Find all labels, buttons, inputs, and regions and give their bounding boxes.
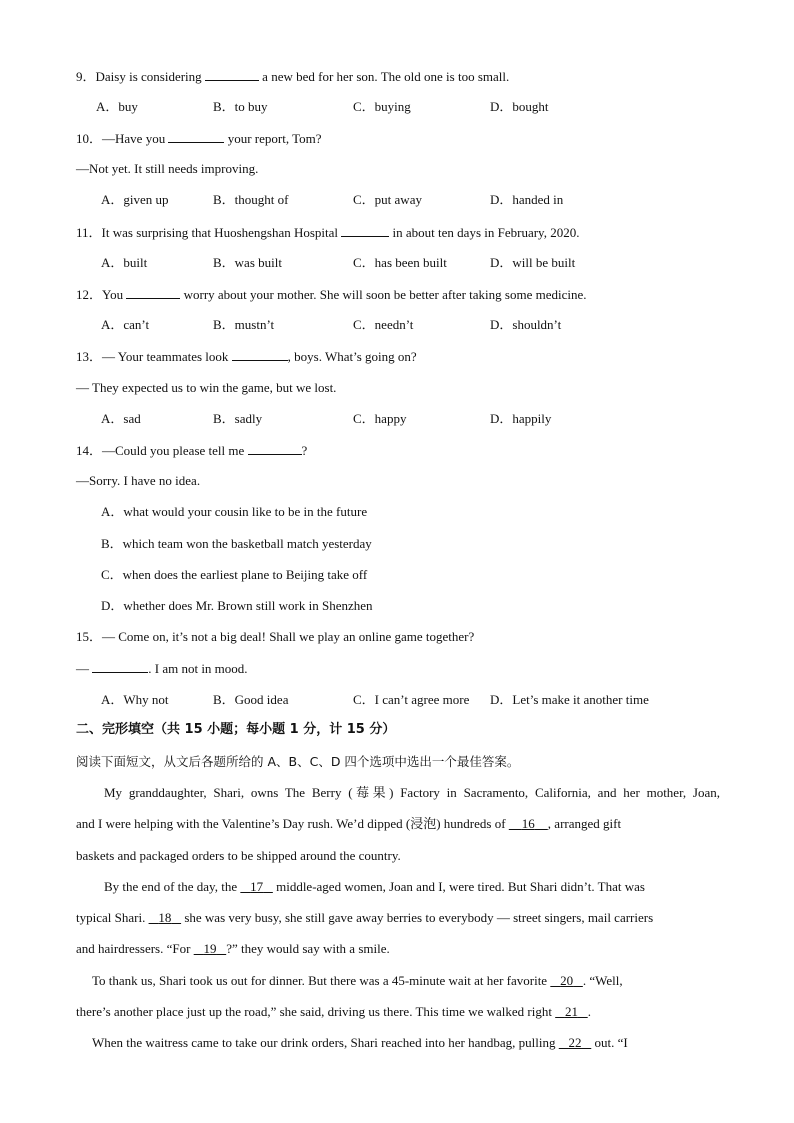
option-a: A．what would your cousin like to be in the future	[101, 504, 368, 519]
question-number: 15．	[76, 629, 103, 644]
question-number: 9．	[76, 69, 96, 84]
option-c: C．buying	[353, 99, 411, 114]
option-d: D．Let’s make it another time	[490, 692, 649, 707]
cloze-blank-19: 19	[203, 941, 217, 956]
answer-blank	[341, 224, 389, 237]
passage-line: and hairdressers. “For 19 ?” they would say with a smile.	[76, 941, 390, 956]
option-a: A．can’t	[101, 317, 150, 332]
option-d: D．handed in	[490, 192, 564, 207]
question-15-reply: — . I am not in mood.	[76, 661, 248, 676]
option-a: A．buy	[96, 99, 138, 114]
passage-line: To thank us, Shari took us out for dinner. But there was a 45-minute wait at her favorite 20 . “Well,	[92, 973, 623, 988]
question-number: 14．	[76, 443, 103, 458]
cloze-blank-16: 16	[521, 816, 535, 831]
option-b: B．sadly	[213, 411, 263, 426]
answer-blank	[248, 442, 302, 455]
question-number: 11．	[76, 225, 102, 240]
option-b: B．mustn’t	[213, 317, 275, 332]
option-a: A．Why not	[101, 692, 169, 707]
option-c: C．I can’t agree more	[353, 692, 470, 707]
question-15-stem: 15．— Come on, it’s not a big deal! Shall we play an online game together?	[76, 629, 475, 644]
passage-line: baskets and packaged orders to be shipped around the country.	[76, 848, 401, 863]
option-d: D．bought	[490, 99, 549, 114]
passage-line: typical Shari. 18 she was very busy, she still gave away berries to everybody — street singers, mail carriers	[76, 910, 654, 925]
option-a: A．sad	[101, 411, 141, 426]
question-13-reply: — They expected us to win the game, but we lost.	[76, 380, 337, 395]
question-14-reply: —Sorry. I have no idea.	[76, 473, 201, 488]
passage-line: and I were helping with the Valentine’s Day rush. We’d dipped (浸泡) hundreds of 16 , arranged gift	[76, 816, 622, 831]
passage-line: there’s another place just up the road,” she said, driving us there. This time we walked right 21 .	[76, 1004, 591, 1019]
cloze-blank-21: 21	[564, 1004, 578, 1019]
passage-line: When the waitress came to take our drink orders, Shari reached into her handbag, pulling 22 out. “I	[92, 1035, 628, 1050]
answer-blank	[232, 348, 288, 361]
question-12-stem: 12．You worry about your mother. She will soon be better after taking some medicine.	[76, 287, 587, 302]
option-c: C．needn’t	[353, 317, 414, 332]
option-b: B．which team won the basketball match yesterday	[101, 536, 372, 551]
answer-blank	[205, 68, 259, 81]
cloze-blank-20: 20	[560, 973, 574, 988]
question-11-stem: 11．It was surprising that Huoshengshan Hospital in about ten days in February, 2020.	[76, 225, 580, 240]
question-10-reply: —Not yet. It still needs improving.	[76, 161, 259, 176]
cloze-blank-22: 22	[568, 1035, 582, 1050]
question-10-stem: 10．—Have you your report, Tom?	[76, 131, 322, 146]
cloze-blank-17: 17	[250, 879, 264, 894]
option-b: B．thought of	[213, 192, 289, 207]
option-a: A．built	[101, 255, 148, 270]
option-b: B．Good idea	[213, 692, 289, 707]
option-c: C．has been built	[353, 255, 447, 270]
option-a: A．given up	[101, 192, 169, 207]
answer-blank	[168, 130, 224, 143]
option-d: D．will be built	[490, 255, 576, 270]
cloze-blank-18: 18	[158, 910, 172, 925]
option-b: B．to buy	[213, 99, 268, 114]
question-number: 12．	[76, 287, 103, 302]
question-14-stem: 14．—Could you please tell me ?	[76, 443, 308, 458]
answer-blank	[126, 286, 180, 299]
option-b: B．was built	[213, 255, 282, 270]
question-number: 10．	[76, 131, 103, 146]
option-d: D．happily	[490, 411, 552, 426]
section-instruction: 阅读下面短文，从文后各题所给的 A、B、C、D 四个选项中选出一个最佳答案。	[76, 754, 520, 769]
question-13-stem: 13．— Your teammates look , boys. What’s going on?	[76, 349, 417, 364]
passage-line: My granddaughter, Shari, owns The Berry (莓果) Factory in Sacramento, California, and her mother, Joan,	[104, 785, 720, 800]
question-9-stem: 9．Daisy is considering a new bed for her son. The old one is too small.	[76, 69, 510, 84]
option-c: C．when does the earliest plane to Beijing take off	[101, 567, 368, 582]
option-c: C．put away	[353, 192, 422, 207]
option-d: D．shouldn’t	[490, 317, 562, 332]
section-heading: 二、完形填空（共 15 小题；每小题 1 分，计 15 分）	[76, 722, 396, 737]
answer-blank	[92, 660, 148, 673]
passage-line: By the end of the day, the 17 middle-aged women, Joan and I, were tired. But Shari didn’t. That was	[104, 879, 645, 894]
question-number: 13．	[76, 349, 103, 364]
option-d: D．whether does Mr. Brown still work in Shenzhen	[101, 598, 373, 613]
option-c: C．happy	[353, 411, 407, 426]
